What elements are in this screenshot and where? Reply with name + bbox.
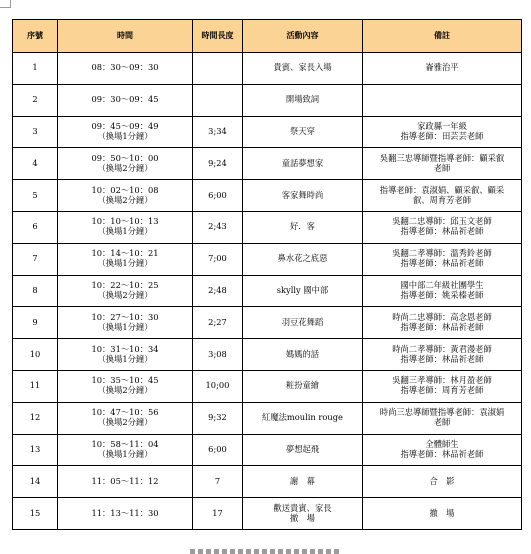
time-range: 10：35～10：45 bbox=[91, 375, 159, 386]
activity-text: 好．客 bbox=[290, 221, 315, 232]
activity-text: 媽媽的話 bbox=[285, 348, 320, 359]
cell-remarks bbox=[363, 498, 522, 530]
cell-activity bbox=[243, 339, 363, 371]
activity-text: 謝 幕 bbox=[290, 475, 315, 486]
cell-remarks bbox=[363, 402, 522, 434]
table-row bbox=[13, 370, 522, 402]
remark-line: 指導老師：周育芳老師 bbox=[400, 385, 484, 396]
cell-time bbox=[58, 53, 193, 85]
activity-text: 粧扮童繪 bbox=[285, 380, 320, 391]
remark-line: 撤 場 bbox=[429, 507, 455, 518]
cell-no: 4 bbox=[13, 148, 58, 180]
cell-activity bbox=[243, 434, 363, 466]
time-range: 10：02～10：08 bbox=[91, 184, 159, 195]
cell-remarks bbox=[363, 339, 522, 371]
cell-activity bbox=[243, 466, 363, 498]
remark-line: 合 影 bbox=[429, 475, 455, 486]
cell-time bbox=[58, 402, 193, 434]
cell-no: 14 bbox=[13, 466, 58, 498]
header-time: 時間 bbox=[58, 20, 193, 53]
table-row bbox=[13, 339, 522, 371]
remark-line: 指導老師：林品祈老師 bbox=[400, 448, 484, 459]
cell-no: 10 bbox=[13, 339, 58, 371]
cell-activity: 歡送貴賓、家長 撤 場 bbox=[243, 498, 363, 530]
header-remarks: 備註 bbox=[363, 20, 522, 53]
cell-duration: 17 bbox=[193, 498, 243, 530]
remark-line: 時尚二孝導師：黃君漫老師 bbox=[392, 343, 492, 354]
table-row bbox=[13, 116, 522, 148]
activity-text: 夢想起飛 bbox=[285, 443, 320, 454]
cell-duration: 2;27 bbox=[193, 307, 243, 339]
cell-no: 2 bbox=[13, 84, 58, 116]
changeover-note: （換場1分鐘） bbox=[97, 448, 153, 459]
cell-time bbox=[58, 339, 193, 371]
time-range: 10：14～10：21 bbox=[91, 248, 159, 259]
cell-time bbox=[58, 275, 193, 307]
cell-activity bbox=[243, 53, 363, 85]
cell-no: 8 bbox=[13, 275, 58, 307]
header-duration: 時間長度 bbox=[193, 20, 243, 53]
changeover-note: （換場2分鐘） bbox=[97, 162, 153, 173]
cell-remarks bbox=[363, 84, 522, 116]
header-activity: 活動內容 bbox=[243, 20, 363, 53]
cell-duration bbox=[193, 84, 243, 116]
table-row bbox=[13, 148, 522, 180]
activity-text: 祭天穿 bbox=[290, 126, 315, 137]
cell-no: 11 bbox=[13, 370, 58, 402]
remark-line: 指導老師：林品祈老師 bbox=[400, 321, 484, 332]
cell-duration: 7 bbox=[193, 466, 243, 498]
cell-activity bbox=[243, 275, 363, 307]
table-body bbox=[13, 53, 522, 530]
activity-text: 開場致詞 bbox=[285, 94, 320, 105]
time-range: 09：45～09：49 bbox=[91, 121, 159, 132]
cell-time bbox=[58, 434, 193, 466]
time-range: 10：22～10：25 bbox=[91, 280, 159, 291]
activity-text: 客家舞時尚 bbox=[281, 189, 324, 200]
cell-time bbox=[58, 211, 193, 243]
cell-duration: 9;32 bbox=[193, 402, 243, 434]
cell-activity bbox=[243, 307, 363, 339]
cell-activity bbox=[243, 116, 363, 148]
activity-text: 貴賓、家長入場 bbox=[273, 62, 332, 73]
cell-duration: 7;00 bbox=[193, 243, 243, 275]
cell-activity bbox=[243, 148, 363, 180]
cell-no: 12 bbox=[13, 402, 58, 434]
table-row bbox=[13, 402, 522, 434]
changeover-note: （換場2分鐘） bbox=[97, 194, 153, 205]
remark-line: 指導老師：林品祈老師 bbox=[400, 353, 484, 364]
cell-duration: 3;34 bbox=[193, 116, 243, 148]
cell-remarks bbox=[363, 434, 522, 466]
cell-duration: 6;00 bbox=[193, 180, 243, 212]
cell-activity bbox=[243, 84, 363, 116]
table-row bbox=[13, 434, 522, 466]
time-range: 10：10～10：13 bbox=[91, 216, 159, 227]
remark-line: 全體師生 bbox=[425, 439, 459, 449]
page-corner-mark bbox=[0, 0, 11, 8]
cell-time bbox=[58, 243, 193, 275]
cell-remarks bbox=[363, 180, 522, 212]
cell-remarks bbox=[363, 116, 522, 148]
remark-line: 指導老師：林品祈老師 bbox=[400, 226, 484, 237]
cell-duration: 2;48 bbox=[193, 275, 243, 307]
cell-time bbox=[58, 180, 193, 212]
cell-no: 7 bbox=[13, 243, 58, 275]
remark-line: 老師 bbox=[433, 417, 451, 428]
remark-line: 時尚三忠導師暨指導老師：袁淑娟 bbox=[379, 407, 505, 418]
activity-text: skylly 國中部 bbox=[276, 285, 329, 295]
table-row bbox=[13, 180, 522, 212]
remark-line: 指導老師：袁淑娟、顧采叡、顧采 bbox=[379, 184, 505, 195]
cell-time bbox=[58, 148, 193, 180]
cell-remarks bbox=[363, 466, 522, 498]
remark-line: 老師 bbox=[433, 162, 451, 173]
cell-time bbox=[58, 84, 193, 116]
changeover-note: （換場2分鐘） bbox=[97, 417, 153, 428]
table-row bbox=[13, 84, 522, 116]
time-range: 10：47～10：56 bbox=[91, 407, 159, 418]
cell-activity bbox=[243, 402, 363, 434]
remark-line: 吳翻二忠導師：邱玉文老師 bbox=[392, 216, 492, 227]
time-range: 10：58～11：04 bbox=[91, 439, 159, 449]
cell-time bbox=[58, 307, 193, 339]
cell-remarks bbox=[363, 307, 522, 339]
cell-activity bbox=[243, 243, 363, 275]
cell-duration: 3;08 bbox=[193, 339, 243, 371]
header-no: 序號 bbox=[13, 20, 58, 53]
remark-line: 指導老師：姚采榛老師 bbox=[400, 289, 484, 300]
page-footer-fragment bbox=[190, 549, 340, 554]
table-row bbox=[13, 498, 522, 530]
cell-remarks bbox=[363, 370, 522, 402]
table-row bbox=[13, 211, 522, 243]
cell-remarks bbox=[363, 148, 522, 180]
remark-line: 指導老師：林品祈老師 bbox=[400, 258, 484, 269]
cell-time bbox=[58, 498, 193, 530]
remark-line: 時尚二忠導師：高念恩老師 bbox=[392, 311, 492, 322]
time-range: 08：30～09：30 bbox=[91, 62, 159, 73]
changeover-note: （換場1分鐘） bbox=[97, 130, 153, 141]
cell-no: 9 bbox=[13, 307, 58, 339]
cell-remarks bbox=[363, 275, 522, 307]
changeover-note: （換場1分鐘） bbox=[97, 353, 153, 364]
cell-duration: 2;43 bbox=[193, 211, 243, 243]
cell-no: 13 bbox=[13, 434, 58, 466]
header-row bbox=[13, 20, 522, 53]
cell-no: 6 bbox=[13, 211, 58, 243]
cell-activity bbox=[243, 211, 363, 243]
cell-remarks bbox=[363, 211, 522, 243]
remark-line: 崙雅治平 bbox=[425, 62, 459, 73]
cell-no: 15 bbox=[13, 498, 58, 530]
changeover-note: （換場2分鐘） bbox=[97, 289, 153, 300]
activity-text: 紅魔法moulin rouge bbox=[262, 412, 343, 423]
cell-no: 5 bbox=[13, 180, 58, 212]
cell-no: 3 bbox=[13, 116, 58, 148]
cell-remarks bbox=[363, 243, 522, 275]
time-range: 10：31～10：34 bbox=[91, 343, 159, 354]
activity-text: 鼻水花之底惡 bbox=[277, 253, 328, 264]
table-row bbox=[13, 307, 522, 339]
remark-line: 國中部二年級社團學生 bbox=[400, 280, 484, 291]
time-range: 09：30～09：45 bbox=[91, 94, 159, 105]
cell-duration: 6;00 bbox=[193, 434, 243, 466]
program-table bbox=[12, 19, 522, 530]
remark-line: 叡、周育芳老師 bbox=[412, 194, 472, 205]
cell-activity bbox=[243, 180, 363, 212]
remark-line: 指導老師：田芸芸老師 bbox=[400, 130, 484, 141]
cell-time bbox=[58, 116, 193, 148]
cell-duration: 10;00 bbox=[193, 370, 243, 402]
time-range: 09：50～10：00 bbox=[91, 152, 159, 163]
time-range: 11：05～11：12 bbox=[91, 475, 159, 486]
activity-text: 羽豆花舞蹈 bbox=[281, 316, 324, 327]
activity-text: 童話夢想家 bbox=[281, 157, 324, 168]
time-range: 10：27～10：30 bbox=[91, 311, 159, 322]
table-row bbox=[13, 243, 522, 275]
table-row bbox=[13, 466, 522, 498]
changeover-note: （換場2分鐘） bbox=[97, 385, 153, 396]
cell-time bbox=[58, 370, 193, 402]
cell-duration: 9;24 bbox=[193, 148, 243, 180]
remark-line: 吳翻三忠導師暨指導老師：顧采叡 bbox=[379, 152, 505, 163]
changeover-note: （換場1分鐘） bbox=[97, 226, 153, 237]
changeover-note: （換場1分鐘） bbox=[97, 258, 153, 269]
cell-time bbox=[58, 466, 193, 498]
remark-line: 家政縣一年級 bbox=[417, 121, 467, 132]
remark-line: 吳翻三孝導師：林月盈老師 bbox=[392, 375, 492, 386]
cell-duration bbox=[193, 53, 243, 85]
table-row bbox=[13, 275, 522, 307]
table-row bbox=[13, 53, 522, 85]
time-range: 11：13～11：30 bbox=[91, 507, 159, 518]
cell-activity bbox=[243, 370, 363, 402]
remark-line: 吳翻二孝導師：溫秀鈴老師 bbox=[392, 248, 492, 259]
changeover-note: （換場1分鐘） bbox=[97, 321, 153, 332]
cell-remarks bbox=[363, 53, 522, 85]
cell-no: 1 bbox=[13, 53, 58, 85]
